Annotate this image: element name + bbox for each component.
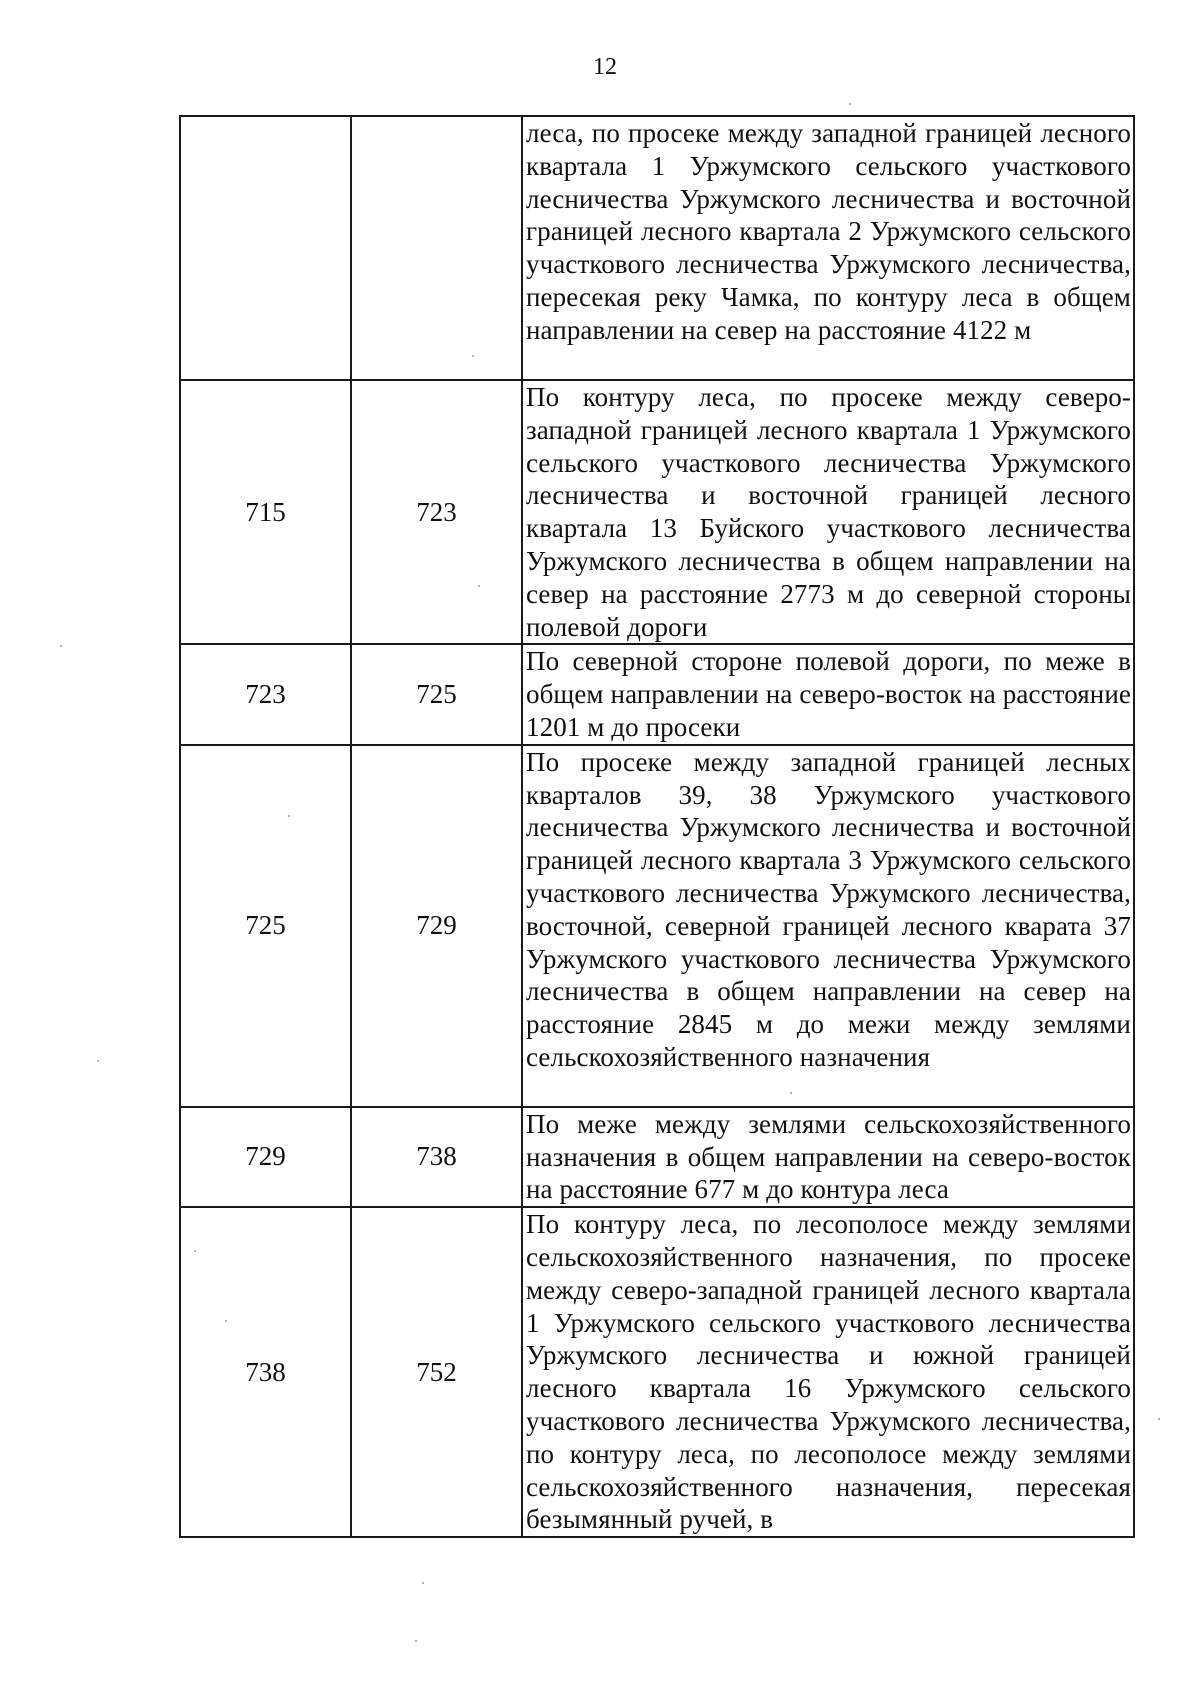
to-point-cell: 752 bbox=[351, 1207, 522, 1537]
from-point-cell bbox=[180, 116, 351, 380]
description-text: По контуру леса, по просеке между северо-западной границей лесного квартала 1 Уржумского сельского участкового лесничества Уржумского лесничества и восточной границей лесного квартала 13 Буйского участкового лесничества Уржумского лесничества в общем направлении на север на расстояние 2773 м до северной стороны полевой дороги bbox=[526, 382, 1131, 642]
to-point-cell: 723 bbox=[351, 380, 522, 644]
table-row bbox=[180, 380, 1134, 644]
scan-speck bbox=[194, 1250, 196, 1252]
description-text: По меже между землями сельскохозяйственного назначения в общем направлении на северо-восток на расстояние 677 м до контура леса bbox=[526, 1108, 1131, 1205]
scan-speck bbox=[225, 1320, 227, 1322]
description-cell bbox=[522, 644, 1134, 744]
description-cell bbox=[522, 380, 1134, 644]
scan-speck bbox=[422, 1582, 424, 1584]
description-text: леса, по просеке между западной границей лесного квартала 1 Уржумского сельского участкового лесничества Уржумского лесничества и восточной границей лесного квартала 2 Уржумского сельского участкового лесничества Уржумского лесничества, пересекая реку Чамка, по контуру леса в общем направлении на север на расстояние 4122 м bbox=[526, 118, 1131, 345]
from-point-cell: 725 bbox=[180, 745, 351, 1107]
description-text: По контуру леса, по лесополосе между землями сельскохозяйственного назначения, по просеке между северо-западной границей лесного квартала 1 Уржумского сельского участкового лесничества Уржумского лесничества и южной границей лесного квартала 16 Уржумского сельского участкового лесничества Уржумского лесничества, по контуру леса, по лесополосе между землями сельскохозяйственного назначения, пересекая безымянный ручей, в bbox=[526, 1209, 1131, 1535]
from-point-cell: 738 bbox=[180, 1207, 351, 1537]
scan-speck bbox=[1158, 1418, 1160, 1420]
scan-speck bbox=[415, 1640, 417, 1642]
table-row bbox=[180, 1107, 1134, 1207]
scan-speck bbox=[849, 103, 851, 105]
description-text: По северной стороне полевой дороги, по меже в общем направлении на северо-восток на расстояние 1201 м до просеки bbox=[526, 646, 1131, 742]
scan-speck bbox=[288, 815, 290, 817]
scan-speck bbox=[60, 645, 62, 647]
description-cell bbox=[522, 116, 1134, 380]
table-row bbox=[180, 644, 1134, 744]
from-point-cell: 729 bbox=[180, 1107, 351, 1207]
table-row bbox=[180, 745, 1134, 1107]
scan-speck bbox=[478, 585, 480, 587]
description-cell bbox=[522, 1107, 1134, 1207]
scan-speck bbox=[97, 1060, 99, 1062]
to-point-cell: 725 bbox=[351, 644, 522, 744]
from-point-cell: 723 bbox=[180, 644, 351, 744]
scan-speck bbox=[790, 1092, 792, 1094]
from-point-cell: 715 bbox=[180, 380, 351, 644]
description-cell bbox=[522, 745, 1134, 1107]
table-row bbox=[180, 1207, 1134, 1537]
scan-speck bbox=[472, 355, 474, 357]
description-cell bbox=[522, 1207, 1134, 1537]
boundary-description-table bbox=[179, 115, 1135, 1538]
table-row bbox=[180, 116, 1134, 380]
to-point-cell bbox=[351, 116, 522, 380]
to-point-cell: 729 bbox=[351, 745, 522, 1107]
description-text: По просеке между западной границей лесных кварталов 39, 38 Уржумского участкового лесничества Уржумского лесничества и восточной границей лесного квартала 3 Уржумского сельского участкового лесничества Уржумского лесничества, восточной, северной границей лесного кварата 37 Уржумского участкового лесничества Уржумского лесничества в общем направлении на север на расстояние 2845 м до межи между землями сельскохозяйственного назначения bbox=[526, 746, 1131, 1072]
page-number: 12 bbox=[593, 54, 617, 80]
to-point-cell: 738 bbox=[351, 1107, 522, 1207]
